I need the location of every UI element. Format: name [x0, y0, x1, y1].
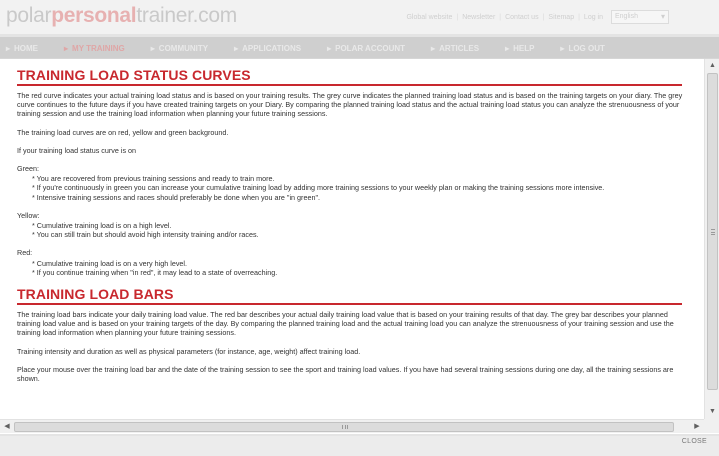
- label-red: Red:: [17, 248, 33, 258]
- horizontal-scroll-thumb[interactable]: [14, 422, 674, 432]
- label-green: Green:: [17, 164, 39, 174]
- help-modal: [0, 58, 719, 434]
- nav-item-applications[interactable]: ▸ APPLICATIONS: [234, 43, 302, 53]
- site-header: [0, 0, 719, 34]
- top-link-global-website[interactable]: Global website: [406, 13, 453, 21]
- top-link-log-in[interactable]: Log in: [583, 13, 603, 21]
- background-footer: [0, 436, 719, 456]
- vertical-scroll-thumb[interactable]: [707, 73, 718, 390]
- horizontal-scrollbar[interactable]: [0, 419, 704, 433]
- nav-item-polar-account[interactable]: ▸ POLAR ACCOUNT: [327, 43, 406, 53]
- horizontal-grip-icon: [342, 425, 348, 429]
- top-link-sitemap[interactable]: Sitemap: [548, 13, 575, 21]
- vertical-scrollbar[interactable]: [704, 59, 719, 419]
- scroll-down-arrow-icon[interactable]: ▼: [709, 408, 716, 415]
- paragraph-bars-intro: The training load bars indicate your daily training load value. The red bar describes your actual daily training load value that is based on your training results of that day. The grey bar describes your planned training load value and is based on your training targets of the day. By comparing the planned training load and the actual training load you can analyze the strenuousness of your training session and use the training load information when planning your future training sessions.: [17, 310, 674, 338]
- paragraph-curves-background: The training load curves are on red, yellow and green background.: [17, 127, 229, 137]
- section-title-training-load-bars: TRAINING LOAD BARS: [17, 286, 682, 305]
- scroll-up-arrow-icon[interactable]: ▲: [709, 62, 716, 69]
- language-select[interactable]: English ▾: [611, 10, 669, 24]
- scroll-right-arrow-icon[interactable]: ▶: [694, 423, 700, 430]
- top-links: Global website | Newsletter | Contact us | Sitemap | Log in English ▾: [406, 10, 669, 24]
- vertical-grip-icon: [711, 229, 715, 235]
- site-logo[interactable]: polarpersonaltrainer.com: [6, 4, 237, 27]
- top-link-newsletter[interactable]: Newsletter: [462, 13, 496, 21]
- list-item: * You are recovered from previous training sessions and ready to train more.: [32, 174, 275, 184]
- list-item: * If you continue training when "in red", it may lead to a state of overreaching.: [32, 267, 278, 277]
- section-title-training-load-status-curves: TRAINING LOAD STATUS CURVES: [17, 67, 682, 86]
- nav-item-community[interactable]: ▸ COMMUNITY: [150, 43, 209, 53]
- help-content: [0, 59, 704, 419]
- nav-item-help[interactable]: ▸ HELP: [505, 43, 535, 53]
- nav-item-my-training[interactable]: ▸ MY TRAINING: [64, 43, 125, 53]
- list-item: * Cumulative training load is on a high level.: [32, 221, 172, 231]
- main-nav: [0, 37, 719, 59]
- nav-item-articles[interactable]: ▸ ARTICLES: [431, 43, 480, 53]
- close-button[interactable]: CLOSE: [681, 438, 707, 445]
- paragraph-bars-hover: Place your mouse over the training load bar and the date of the training session to see the sport and training load values. If you have had several training sessions during one day, all the training sessions are shown.: [17, 364, 674, 384]
- list-red: [32, 259, 694, 277]
- list-item: * You can still train but should avoid high intensity training and/or races.: [32, 230, 259, 240]
- scrollbar-corner: [704, 419, 719, 433]
- nav-item-log-out[interactable]: ▸ LOG OUT: [560, 43, 605, 53]
- paragraph-bars-factors: Training intensity and duration as well as physical parameters (for instance, age, weight) affect training load.: [17, 346, 361, 356]
- list-yellow: [32, 221, 694, 239]
- paragraph-if-on: If your training load status curve is on: [17, 145, 137, 155]
- list-item: * Intensive training sessions and races should preferably be done when you are "in green".: [32, 192, 320, 202]
- scroll-left-arrow-icon[interactable]: ◀: [4, 423, 10, 430]
- label-yellow: Yellow:: [17, 210, 40, 220]
- list-item: * If you're continuously in green you can increase your cumulative training load by adding more training sessions to your weekly plan or making the training sessions more intensive.: [32, 183, 605, 193]
- nav-item-home[interactable]: ▸ HOME: [6, 43, 39, 53]
- paragraph-curves-intro: The red curve indicates your actual training load status and is based on your training results. The grey curve indicates the planned training load status and is based on the training targets on your diary. The grey curve continues to the future days if you have created training targets on your Diary. By comparing the planned training load status and the actual training load status you can analyze the strenuousness of your training session and use the training load information when planning your future training sessions.: [17, 91, 683, 119]
- top-link-contact-us[interactable]: Contact us: [505, 13, 539, 21]
- list-item: * Cumulative training load is on a very high level.: [32, 258, 188, 268]
- list-green: [32, 174, 694, 202]
